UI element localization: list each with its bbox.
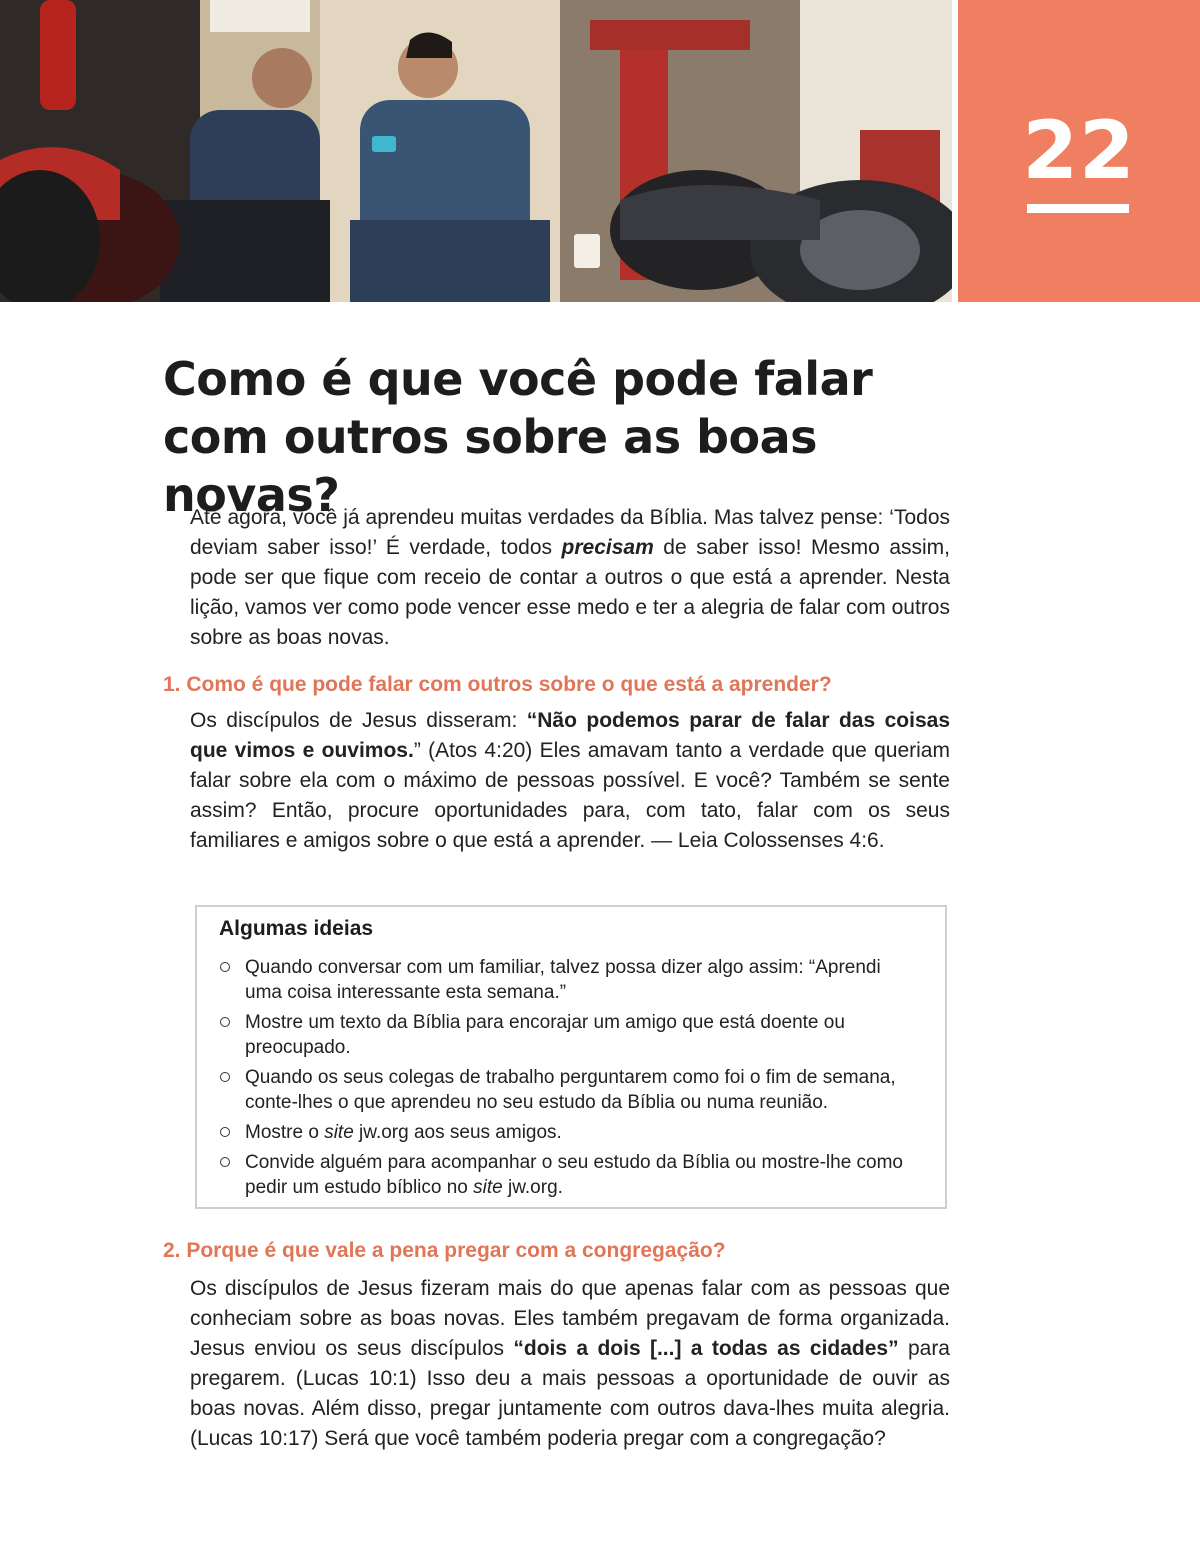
idea-text: Mostre um texto da Bíblia para encorajar um amigo que está doente ou preocupado. bbox=[245, 1012, 845, 1058]
intro-text-1: Até agora, você já aprendeu muitas verdades da Bíblia. Mas talvez pense: ‘Todos deviam saber isso!’ É verdade, todos bbox=[190, 506, 950, 559]
page-title: Como é que você pode falar com outros sobre as boas novas? bbox=[163, 352, 873, 522]
garage-scene-illustration bbox=[0, 0, 952, 302]
list-item bbox=[217, 1010, 917, 1060]
section1-paragraph bbox=[190, 706, 950, 856]
idea-text: jw.org. bbox=[502, 1177, 563, 1198]
idea-text: Quando conversar com um familiar, talvez possa dizer algo assim: “Aprendi uma coisa interessante esta semana.” bbox=[245, 957, 881, 1003]
list-item bbox=[217, 1150, 917, 1200]
idea-text: jw.org aos seus amigos. bbox=[353, 1122, 562, 1143]
header-photo bbox=[0, 0, 952, 302]
section2-text-2: para pregarem. (Lucas 10:1) Isso deu a mais pessoas a oportunidade de ouvir as boas novas. Além disso, pregar juntamente com outros dava-lhes muita alegria. (Lucas 10:17) Será que você também poderia pregar com a congregação? bbox=[190, 1337, 950, 1450]
idea-text: Quando os seus colegas de trabalho perguntarem como foi o fim de semana, conte-lhes o que aprendeu no seu estudo da Bíblia ou numa reunião. bbox=[245, 1067, 896, 1113]
intro-paragraph bbox=[190, 503, 950, 653]
idea-emphasis: site bbox=[473, 1177, 503, 1198]
section1-text-2: ” (Atos 4:20) Eles amavam tanto a verdade que queriam falar sobre ela com o máximo de pessoas possível. E você? Também se sente assim? Então, procure oportunidades para, com tato, falar com os seus familiares e amigos sobre o que está a aprender. — Leia Colossenses 4:6. bbox=[190, 739, 950, 852]
section2-paragraph bbox=[190, 1274, 950, 1454]
list-item bbox=[217, 1065, 917, 1115]
list-item bbox=[217, 955, 917, 1005]
idea-text: Mostre o bbox=[245, 1122, 325, 1143]
idea-text: Convide alguém para acompanhar o seu estudo da Bíblia ou mostre-lhe como pedir um estudo bíblico no bbox=[245, 1152, 903, 1198]
idea-emphasis: site bbox=[324, 1122, 354, 1143]
section2-quote: “dois a dois [...] a todas as cidades” bbox=[513, 1337, 899, 1360]
badge-underline bbox=[1027, 204, 1129, 213]
circle-bullet-icon bbox=[220, 1157, 230, 1167]
lesson-number: 22 bbox=[1022, 104, 1136, 197]
section2-text-1: Os discípulos de Jesus fizeram mais do que apenas falar com as pessoas que conheciam sobre as boas novas. Eles também pregavam de forma organizada. Jesus enviou os seus discípulos bbox=[190, 1277, 950, 1360]
circle-bullet-icon bbox=[220, 1127, 230, 1137]
section1-quote: “Não podemos parar de falar das coisas que vimos e ouvimos. bbox=[190, 709, 950, 762]
circle-bullet-icon bbox=[220, 962, 230, 972]
ideas-title: Algumas ideias bbox=[219, 917, 374, 940]
section1-text-1: Os discípulos de Jesus disseram: bbox=[190, 709, 527, 732]
section1-heading: 1. Como é que pode falar com outros sobre o que está a aprender? bbox=[163, 673, 832, 696]
intro-emphasis: precisam bbox=[561, 536, 654, 559]
ideas-box bbox=[195, 905, 947, 1209]
ideas-list bbox=[217, 955, 917, 1205]
circle-bullet-icon bbox=[220, 1017, 230, 1027]
intro-text-2: de saber isso! Mesmo assim, pode ser que fique com receio de contar a outros o que está a aprender. Nesta lição, vamos ver como pode vencer esse medo e ter a alegria de falar com outros sobre as boas novas. bbox=[190, 536, 950, 649]
circle-bullet-icon bbox=[220, 1072, 230, 1082]
list-item bbox=[217, 1120, 917, 1145]
lesson-number-badge bbox=[958, 0, 1200, 302]
section2-heading: 2. Porque é que vale a pena pregar com a congregação? bbox=[163, 1239, 726, 1262]
